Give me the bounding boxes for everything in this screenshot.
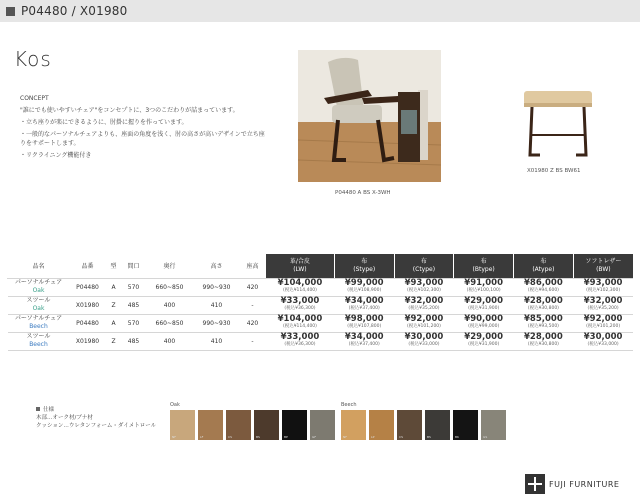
swatch-code: BP bbox=[284, 435, 288, 439]
spec-heading: 仕様 bbox=[43, 407, 55, 413]
cell-price: ¥85,000 (税込¥93,500) bbox=[514, 314, 574, 332]
color-swatch bbox=[198, 410, 223, 440]
spec-square-icon bbox=[36, 407, 40, 411]
cell-width: 570 bbox=[122, 314, 146, 332]
cell-price: ¥92,000 (税込¥101,200) bbox=[394, 314, 454, 332]
col-header: 奥行 bbox=[146, 254, 194, 278]
cell-depth: 660~850 bbox=[146, 314, 194, 332]
cell-depth: 400 bbox=[146, 332, 194, 350]
color-swatch bbox=[254, 410, 279, 440]
cell-depth: 660~850 bbox=[146, 278, 194, 296]
cell-seat-height: 420 bbox=[240, 278, 266, 296]
product-title: Kos bbox=[14, 47, 52, 71]
spec-line: 木部…オーク材/ブナ材 bbox=[36, 415, 93, 421]
cell-name: パーソナルチェア Beech bbox=[8, 314, 70, 332]
col-header: ソフトレザー (BW) bbox=[573, 254, 633, 278]
table-row bbox=[8, 314, 634, 332]
cell-price: ¥29,000 (税込¥31,900) bbox=[454, 296, 514, 314]
cell-height: 990~930 bbox=[194, 314, 240, 332]
cell-name: パーソナルチェア Oak bbox=[8, 278, 70, 296]
cell-price: ¥28,000 (税込¥30,800) bbox=[514, 332, 574, 350]
cell-price: ¥91,000 (税込¥100,100) bbox=[454, 278, 514, 296]
cell-height: 410 bbox=[194, 296, 240, 314]
table-row bbox=[8, 332, 634, 350]
cell-price: ¥30,000 (税込¥33,000) bbox=[394, 332, 454, 350]
cell-price: ¥104,000 (税込¥114,400) bbox=[266, 314, 335, 332]
color-swatch bbox=[170, 410, 195, 440]
cell-price: ¥29,000 (税込¥31,900) bbox=[454, 332, 514, 350]
cell-type: Z bbox=[106, 332, 122, 350]
cell-price: ¥104,000 (税込¥114,400) bbox=[266, 278, 335, 296]
color-swatch bbox=[282, 410, 307, 440]
concept-text bbox=[20, 94, 270, 163]
swatch-code: CS bbox=[228, 435, 232, 439]
concept-line: "誰にでも使いやすいチェア"をコンセプトに、3つのこだわりが詰まっています。 bbox=[20, 107, 239, 114]
concept-line: ・立ち座りが楽にできるように、肘掛に握りを作っています。 bbox=[20, 119, 188, 126]
cell-width: 485 bbox=[122, 296, 146, 314]
cell-type: Z bbox=[106, 296, 122, 314]
col-header: 布 (Btype) bbox=[454, 254, 514, 278]
col-header: 布 (Atype) bbox=[514, 254, 574, 278]
col-header: 品番 bbox=[70, 254, 106, 278]
swatch-code: GF bbox=[312, 435, 317, 439]
cell-seat-height: 420 bbox=[240, 314, 266, 332]
col-header: 布 (Ctype) bbox=[394, 254, 454, 278]
swatch-code: BK bbox=[455, 435, 460, 439]
cell-width: 570 bbox=[122, 278, 146, 296]
cell-code: X01980 bbox=[70, 296, 106, 314]
cell-height: 990~930 bbox=[194, 278, 240, 296]
cell-height: 410 bbox=[194, 332, 240, 350]
cell-type: A bbox=[106, 314, 122, 332]
brand-logo bbox=[525, 474, 619, 494]
logo-text: FUJI FURNITURE bbox=[549, 479, 620, 489]
stool-caption: X01980 Z BS BW61 bbox=[527, 168, 581, 174]
cell-price: ¥90,000 (税込¥99,000) bbox=[454, 314, 514, 332]
cell-price: ¥28,000 (税込¥30,800) bbox=[514, 296, 574, 314]
swatch-code: BS bbox=[427, 435, 431, 439]
cell-name: スツール Beech bbox=[8, 332, 70, 350]
cell-price: ¥34,000 (税込¥37,400) bbox=[334, 332, 394, 350]
spec-block bbox=[36, 406, 156, 430]
color-swatch bbox=[453, 410, 478, 440]
cell-width: 485 bbox=[122, 332, 146, 350]
table-row bbox=[8, 278, 634, 296]
beech-label: Beech bbox=[341, 402, 357, 408]
cell-seat-height: - bbox=[240, 332, 266, 350]
cell-code: P04480 bbox=[70, 278, 106, 296]
col-header: 型 bbox=[106, 254, 122, 278]
color-swatch bbox=[310, 410, 335, 440]
cell-price: ¥92,000 (税込¥101,200) bbox=[573, 314, 633, 332]
cell-price: ¥99,000 (税込¥108,900) bbox=[334, 278, 394, 296]
table-row bbox=[8, 296, 634, 314]
cell-price: ¥33,000 (税込¥36,300) bbox=[266, 296, 335, 314]
color-swatch bbox=[425, 410, 450, 440]
col-header: 座高 bbox=[240, 254, 266, 278]
concept-heading: CONCEPT bbox=[20, 95, 49, 102]
color-swatch bbox=[341, 410, 366, 440]
oak-label: Oak bbox=[170, 402, 180, 408]
product-code: P04480 / X01980 bbox=[21, 4, 128, 18]
chair-caption: P04480 A BS X-3WH bbox=[335, 190, 391, 196]
concept-line: ・一般的なパーソナルチェアよりも、座面の角度を浅く、肘の高さが高いデザインで立ち座りをサポートします。 bbox=[20, 131, 265, 147]
color-swatch bbox=[226, 410, 251, 440]
cell-price: ¥98,000 (税込¥107,800) bbox=[334, 314, 394, 332]
color-swatch bbox=[481, 410, 506, 440]
cell-price: ¥32,000 (税込¥35,200) bbox=[573, 296, 633, 314]
swatch-code: NF bbox=[343, 435, 347, 439]
color-swatch bbox=[397, 410, 422, 440]
swatch-code: NF bbox=[172, 435, 176, 439]
cell-price: ¥93,000 (税込¥102,300) bbox=[573, 278, 633, 296]
swatch-code: LF bbox=[200, 435, 204, 439]
cell-code: P04480 bbox=[70, 314, 106, 332]
col-header: 布 (Stype) bbox=[334, 254, 394, 278]
cell-price: ¥32,000 (税込¥35,200) bbox=[394, 296, 454, 314]
swatch-code: GS bbox=[483, 435, 488, 439]
logo-mark-icon bbox=[525, 474, 545, 494]
col-header: 品名 bbox=[8, 254, 70, 278]
price-table bbox=[7, 254, 633, 351]
cell-seat-height: - bbox=[240, 296, 266, 314]
col-header: 革/合皮 (LW) bbox=[266, 254, 335, 278]
spec-line: クッション…ウレタンフォーム・ダイメトロール bbox=[36, 423, 157, 429]
cell-price: ¥86,000 (税込¥94,600) bbox=[514, 278, 574, 296]
cell-code: X01980 bbox=[70, 332, 106, 350]
cell-type: A bbox=[106, 278, 122, 296]
col-header: 間口 bbox=[122, 254, 146, 278]
header-square-icon bbox=[6, 7, 15, 16]
swatch-code: CS bbox=[399, 435, 403, 439]
table-header-row bbox=[8, 254, 634, 278]
stool-photo bbox=[518, 85, 600, 165]
swatch-code: BS bbox=[256, 435, 260, 439]
cell-price: ¥33,000 (税込¥36,300) bbox=[266, 332, 335, 350]
chair-photo bbox=[298, 50, 441, 182]
cell-name: スツール Oak bbox=[8, 296, 70, 314]
col-header: 高さ bbox=[194, 254, 240, 278]
cell-price: ¥34,000 (税込¥37,400) bbox=[334, 296, 394, 314]
cell-price: ¥30,000 (税込¥33,000) bbox=[573, 332, 633, 350]
swatch-code: LP bbox=[371, 435, 375, 439]
color-swatch bbox=[369, 410, 394, 440]
cell-price: ¥93,000 (税込¥102,300) bbox=[394, 278, 454, 296]
header-bar bbox=[0, 0, 640, 22]
cell-depth: 400 bbox=[146, 296, 194, 314]
concept-line: ・リクライニング機能付き bbox=[20, 152, 92, 159]
